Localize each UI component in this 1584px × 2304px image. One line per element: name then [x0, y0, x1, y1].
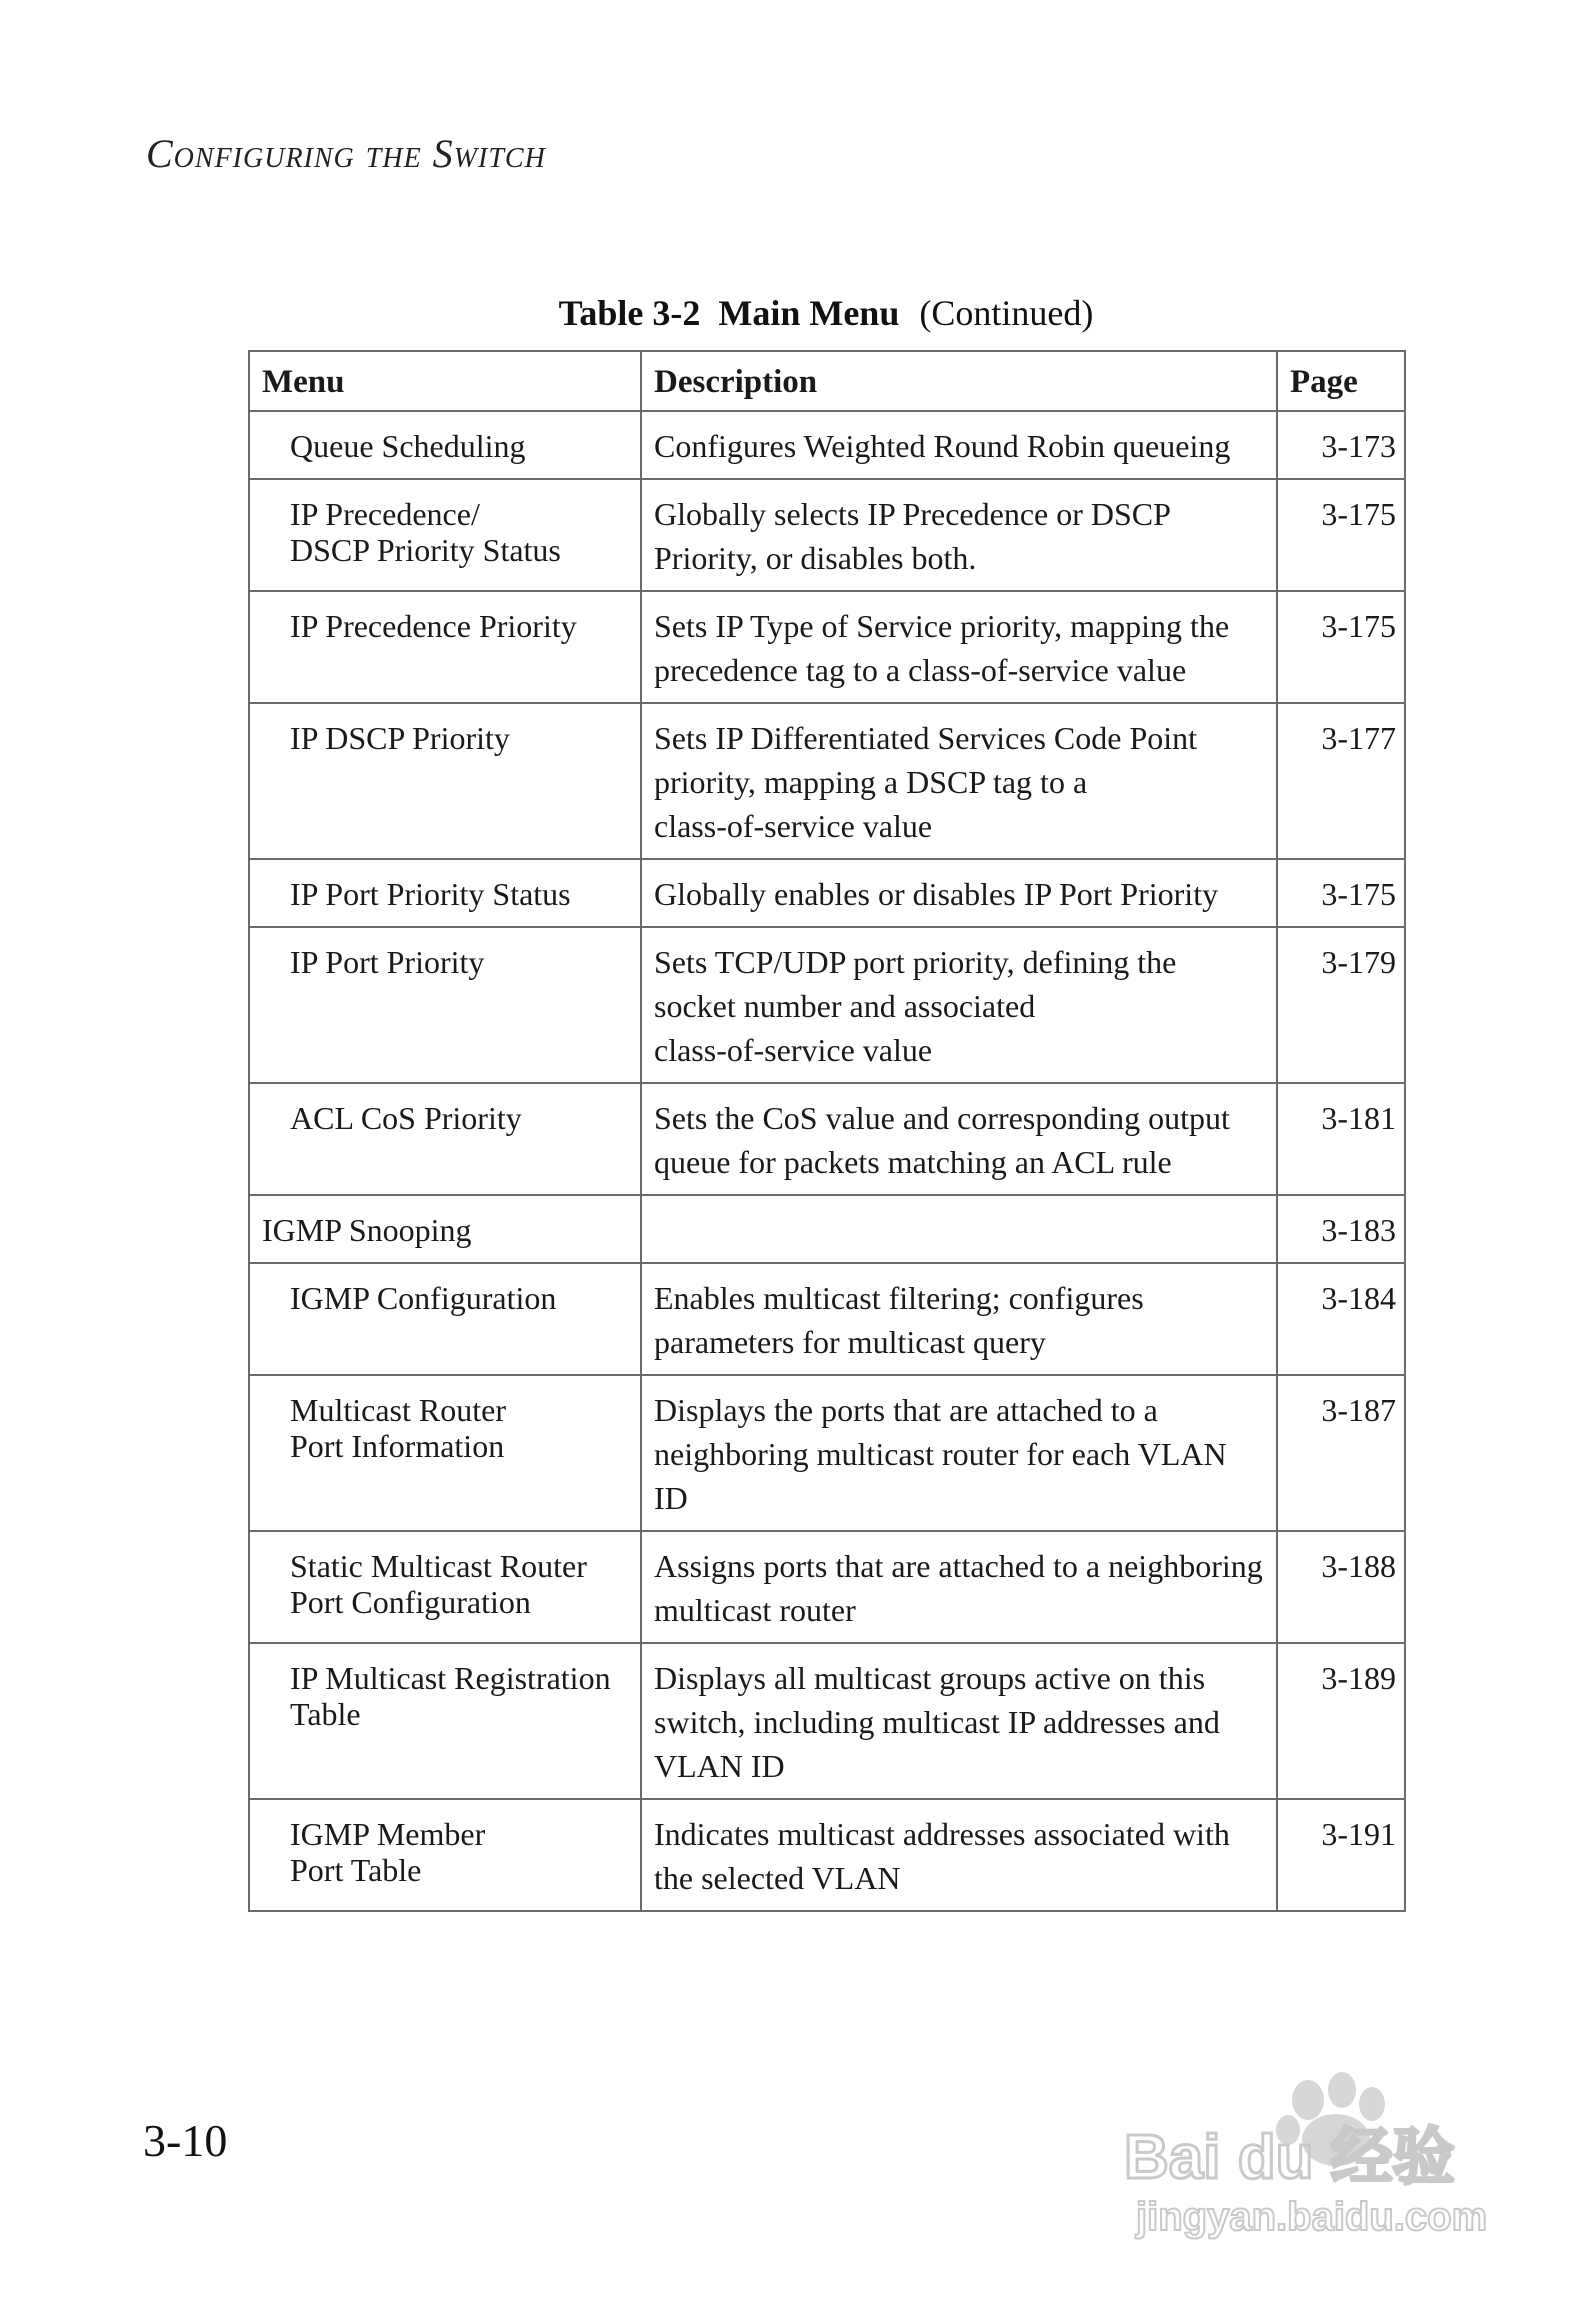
description-cell: Displays all multicast groups active on this switch, including multicast IP addresses and VLAN ID — [641, 1643, 1277, 1799]
menu-cell: IP Precedence/ DSCP Priority Status — [249, 479, 641, 591]
description-cell: Indicates multicast addresses associated with the selected VLAN — [641, 1799, 1277, 1911]
table-row — [249, 1083, 1405, 1195]
running-head-text: Configuring the Switch — [146, 131, 546, 176]
page-cell: 3-189 — [1277, 1643, 1405, 1799]
page-cell: 3-175 — [1277, 479, 1405, 591]
menu-cell: Multicast Router Port Information — [249, 1375, 641, 1531]
table-row — [249, 1531, 1405, 1643]
description-cell: Sets IP Type of Service priority, mapping the precedence tag to a class-of-service value — [641, 591, 1277, 703]
page-cell: 3-184 — [1277, 1263, 1405, 1375]
page-cell: 3-188 — [1277, 1531, 1405, 1643]
caption-title: Main Menu — [718, 293, 900, 333]
menu-cell: IP Precedence Priority — [249, 591, 641, 703]
watermark-url: jingyan.baidu.com — [1136, 2195, 1488, 2239]
table-row — [249, 859, 1405, 927]
baidu-jingyan-watermark — [1110, 2060, 1490, 2260]
caption-continued: (Continued) — [919, 293, 1094, 333]
menu-cell: ACL CoS Priority — [249, 1083, 641, 1195]
description-cell: Sets TCP/UDP port priority, defining the socket number and associated class-of-service value — [641, 927, 1277, 1083]
table-row — [249, 411, 1405, 479]
menu-cell: Static Multicast Router Port Configuration — [249, 1531, 641, 1643]
menu-cell: Queue Scheduling — [249, 411, 641, 479]
menu-cell: IP DSCP Priority — [249, 703, 641, 859]
watermark-graphic — [1110, 2060, 1490, 2260]
running-head — [146, 130, 546, 177]
menu-cell: IP Port Priority — [249, 927, 641, 1083]
table-row — [249, 1375, 1405, 1531]
column-header-menu: Menu — [249, 351, 641, 411]
page-cell: 3-191 — [1277, 1799, 1405, 1911]
page-cell: 3-175 — [1277, 859, 1405, 927]
table-header-row — [249, 351, 1405, 411]
page-cell: 3-183 — [1277, 1195, 1405, 1263]
menu-cell: IGMP Configuration — [249, 1263, 641, 1375]
menu-cell: IGMP Snooping — [249, 1195, 641, 1263]
table-row — [249, 1263, 1405, 1375]
caption-label: Table 3-2 — [558, 293, 701, 333]
page-cell: 3-173 — [1277, 411, 1405, 479]
page-cell: 3-179 — [1277, 927, 1405, 1083]
description-cell: Configures Weighted Round Robin queueing — [641, 411, 1277, 479]
description-cell — [641, 1195, 1277, 1263]
description-cell: Sets the CoS value and corresponding output queue for packets matching an ACL rule — [641, 1083, 1277, 1195]
table-body — [249, 411, 1405, 1911]
description-cell: Globally selects IP Precedence or DSCP Priority, or disables both. — [641, 479, 1277, 591]
menu-cell: IGMP Member Port Table — [249, 1799, 641, 1911]
menu-cell: IP Port Priority Status — [249, 859, 641, 927]
description-cell: Globally enables or disables IP Port Priority — [641, 859, 1277, 927]
description-cell: Enables multicast filtering; configures parameters for multicast query — [641, 1263, 1277, 1375]
main-menu-table — [248, 350, 1406, 1912]
page-cell: 3-177 — [1277, 703, 1405, 859]
column-header-description: Description — [641, 351, 1277, 411]
description-cell: Displays the ports that are attached to a neighboring multicast router for each VLAN ID — [641, 1375, 1277, 1531]
description-cell: Assigns ports that are attached to a neighboring multicast router — [641, 1531, 1277, 1643]
page-cell: 3-181 — [1277, 1083, 1405, 1195]
table-row — [249, 479, 1405, 591]
page-cell: 3-175 — [1277, 591, 1405, 703]
table-caption — [248, 292, 1404, 334]
page-number: 3-10 — [143, 2115, 228, 2166]
description-cell: Sets IP Differentiated Services Code Point priority, mapping a DSCP tag to a class-of-service value — [641, 703, 1277, 859]
watermark-brand: Bai du 经验 — [1124, 2123, 1455, 2192]
table-row — [249, 1195, 1405, 1263]
table-row — [249, 927, 1405, 1083]
table-row — [249, 591, 1405, 703]
table-row — [249, 1799, 1405, 1911]
table-row — [249, 703, 1405, 859]
menu-cell: IP Multicast Registration Table — [249, 1643, 641, 1799]
column-header-page: Page — [1277, 351, 1405, 411]
page-cell: 3-187 — [1277, 1375, 1405, 1531]
table-row — [249, 1643, 1405, 1799]
